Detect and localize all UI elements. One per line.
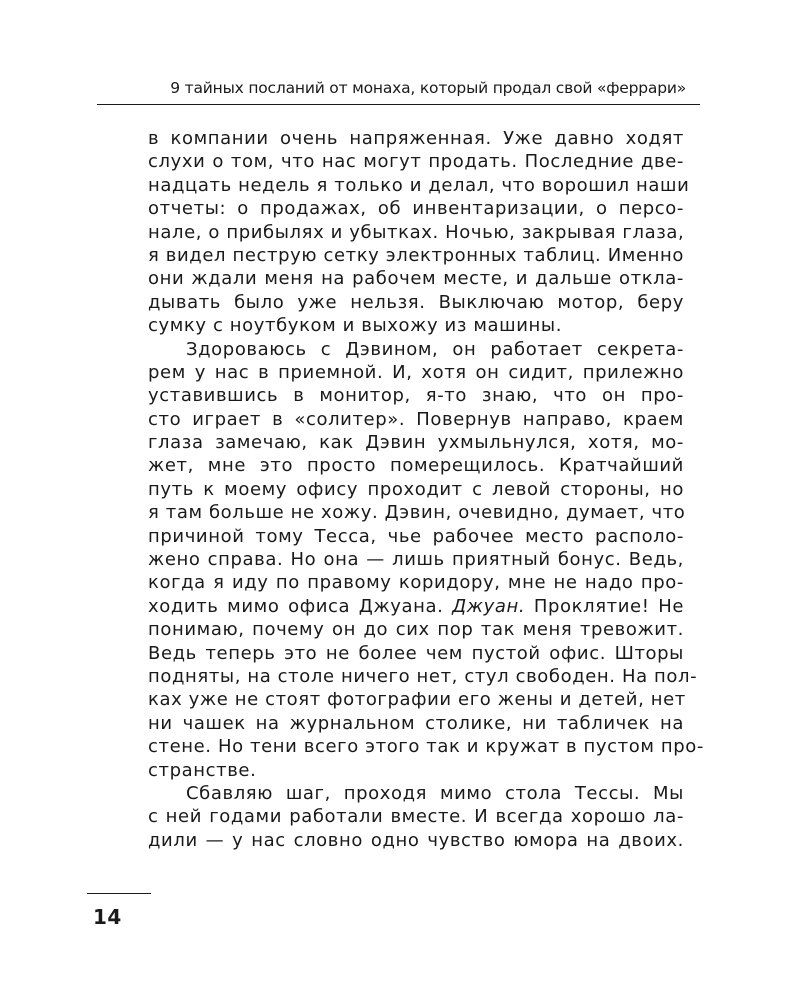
text-line: стене. Но тени всего этого так и кружат в пустом про-	[148, 736, 704, 758]
page-number: 14	[93, 905, 122, 929]
body-text	[148, 127, 704, 852]
text-line: путь к моему офису проходит с левой стороны, но	[148, 478, 684, 500]
text-line: я там больше не хожу. Дэвин, очевидно, думает, что	[148, 502, 686, 524]
footer-divider	[87, 893, 151, 894]
text-line: глаза замечаю, как Дэвин ухмыльнулся, хотя, мо-	[148, 432, 684, 454]
text-line: надцать недель я только и делал, что ворошил наши	[148, 174, 690, 196]
text-line: слухи о том, что нас могут продать. Последние две-	[148, 151, 684, 173]
text-line: нале, о прибылях и убытках. Ночью, закрывая глаза,	[148, 221, 685, 243]
text-line: жет, мне это просто померещилось. Кратчайший	[148, 455, 684, 477]
text-line: когда я иду по правому коридору, мне не надо про-	[148, 572, 684, 594]
text-line: дывать было уже нельзя. Выключаю мотор, беру	[148, 291, 684, 313]
text-line: ках уже не стоят фотографии его жены и детей, нет	[148, 689, 686, 711]
italic-name: Джуан.	[452, 595, 526, 617]
text-line: Здороваюсь с Дэвином, он работает секрета-	[186, 338, 684, 360]
text-line: они ждали меня на рабочем месте, и дальше откла-	[148, 268, 684, 290]
text-line: с ней годами работали вместе. И всегда хорошо ла-	[148, 806, 684, 828]
text-line: причиной тому Тесса, чье рабочее место располо-	[148, 525, 684, 547]
text-line: сто играет в «солитер». Повернув направо, краем	[148, 408, 684, 430]
running-header: 9 тайных посланий от монаха, который продал свой «феррари»	[170, 79, 686, 97]
text-line: понимаю, почему он до сих пор так меня тревожит.	[148, 619, 684, 641]
text-line: странстве.	[148, 759, 257, 781]
text-line: жено справа. Но она — лишь приятный бонус. Ведь,	[148, 549, 684, 571]
text-line	[148, 595, 684, 618]
text-line: Ведь теперь это не более чем пустой офис. Шторы	[148, 642, 684, 664]
text-line: Сбавляю шаг, проходя мимо стола Тессы. Мы	[186, 782, 684, 804]
text-line: уставившись в монитор, я-то знаю, что он про-	[148, 385, 684, 407]
text-line: ни чашек на журнальном столике, ни табличек на	[148, 712, 684, 734]
text-fragment: ходить мимо офиса Джуана.	[148, 595, 444, 617]
header-divider	[97, 104, 700, 105]
text-line: я видел пеструю сетку электронных таблиц. Именно	[148, 244, 684, 266]
text-fragment: Проклятие! Не	[533, 595, 684, 617]
text-line: рем у нас в приемной. И, хотя он сидит, прилежно	[148, 361, 684, 383]
text-line: сумку с ноутбуком и выхожу из машины.	[148, 315, 563, 337]
text-line: отчеты: о продажах, об инвентаризации, о персо-	[148, 198, 684, 220]
text-line: подняты, на столе ничего нет, стул свободен. На пол-	[148, 665, 698, 687]
text-line: дили — у нас словно одно чувство юмора на двоих.	[148, 829, 684, 851]
text-line: в компании очень напряженная. Уже давно ходят	[148, 128, 684, 149]
